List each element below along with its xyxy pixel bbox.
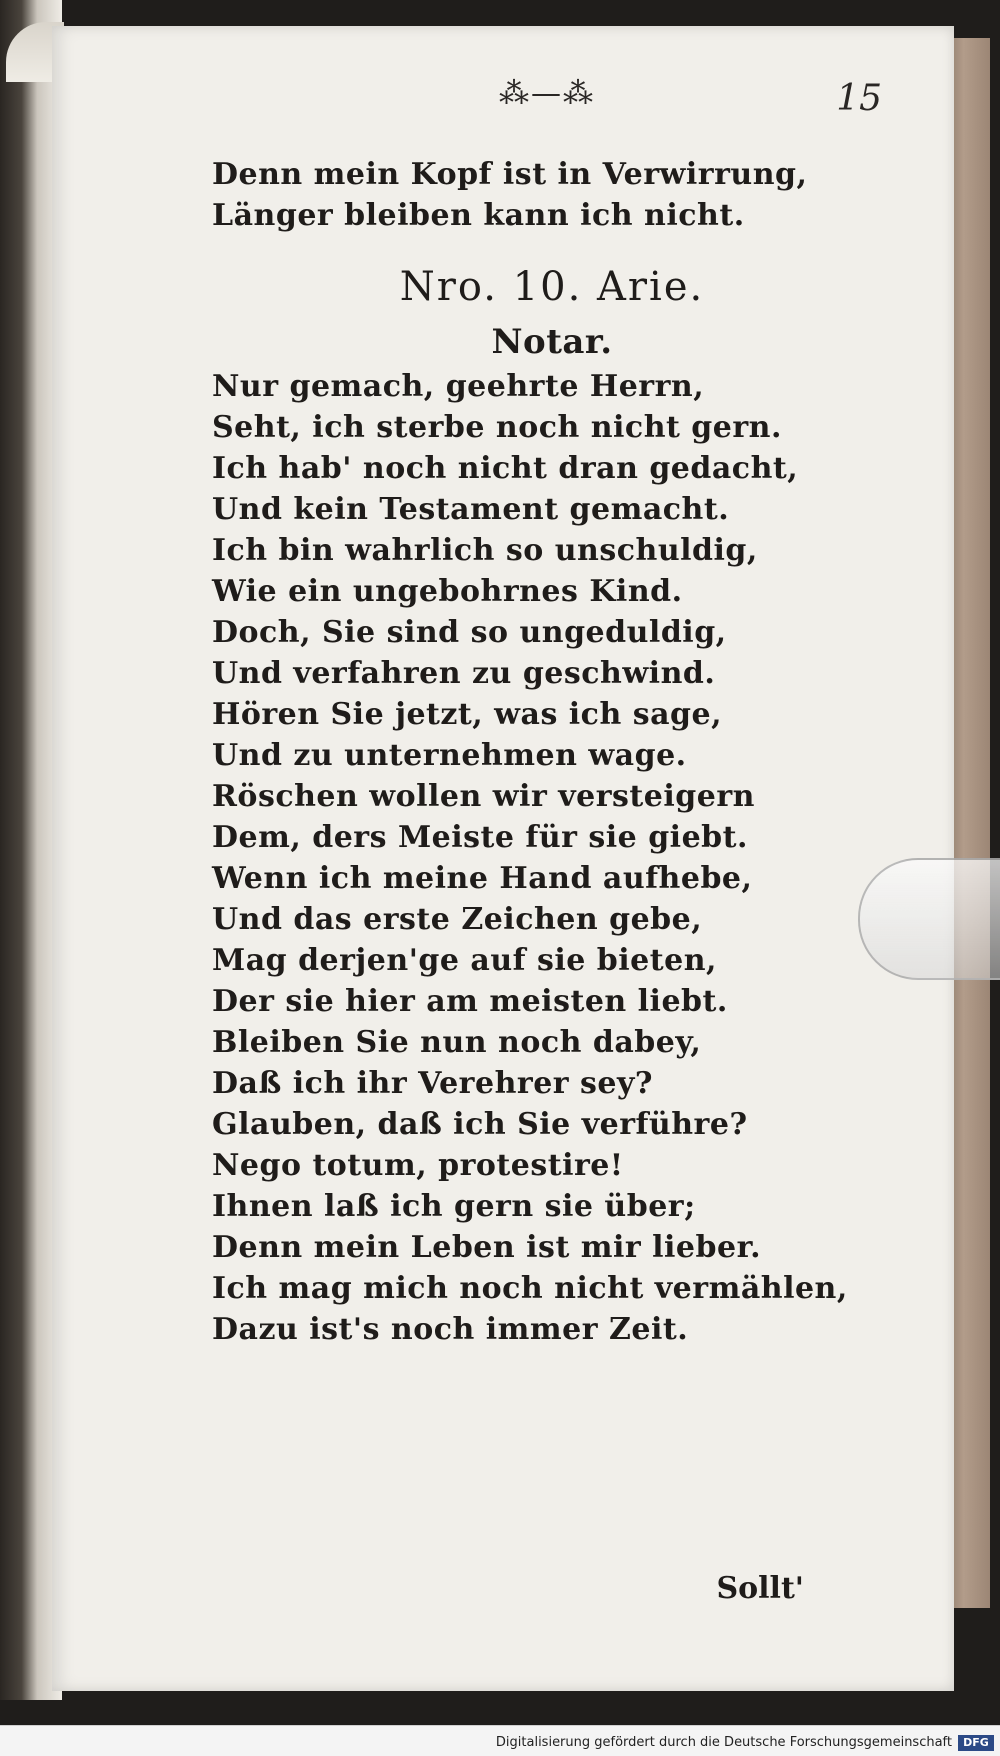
book-page bbox=[52, 26, 954, 1691]
verse-line: Und zu unternehmen wage. bbox=[212, 738, 687, 773]
verse-line: Dem, ders Meiste für sie giebt. bbox=[212, 820, 748, 855]
footer-bar bbox=[0, 1725, 1000, 1756]
verse-line: Seht, ich sterbe noch nicht gern. bbox=[212, 410, 782, 445]
verse-line: Und kein Testament gemacht. bbox=[212, 492, 730, 527]
text-line: Denn mein Kopf ist in Verwirrung, bbox=[212, 157, 808, 192]
verse-line: Nego totum, protestire! bbox=[212, 1148, 624, 1183]
catchword: Sollt' bbox=[716, 1571, 804, 1606]
verse-line: Ich bin wahrlich so unschuldig, bbox=[212, 533, 758, 568]
verse-line: Denn mein Leben ist mir lieber. bbox=[212, 1230, 762, 1265]
speaker-name: Notar. bbox=[491, 322, 613, 362]
verse-line: Doch, Sie sind so ungeduldig, bbox=[212, 615, 727, 650]
verse-line: Wie ein ungebohrnes Kind. bbox=[212, 574, 683, 609]
header-ornament: ⁂—⁂ bbox=[499, 76, 595, 111]
verse-line: Wenn ich meine Hand aufhebe, bbox=[212, 861, 753, 896]
verse-line: Röschen wollen wir versteigern bbox=[212, 779, 755, 814]
verse-line: Der sie hier am meisten liebt. bbox=[212, 984, 728, 1019]
verse-line: Ich hab' noch nicht dran gedacht, bbox=[212, 451, 799, 486]
text-line: Länger bleiben kann ich nicht. bbox=[212, 198, 745, 233]
verse-line: Und verfahren zu geschwind. bbox=[212, 656, 716, 691]
page-clip bbox=[858, 858, 1000, 980]
aria-heading: Nro. 10. Arie. bbox=[399, 264, 705, 310]
verse-line: Und das erste Zeichen gebe, bbox=[212, 902, 703, 937]
verse-line: Hören Sie jetzt, was ich sage, bbox=[212, 697, 723, 732]
page-text bbox=[212, 154, 892, 1350]
verse-line: Nur gemach, geehrte Herrn, bbox=[212, 369, 705, 404]
verse-line: Mag derjen'ge auf sie bieten, bbox=[212, 943, 717, 978]
verse-line: Daß ich ihr Verehrer sey? bbox=[212, 1066, 654, 1101]
verse-line: Dazu ist's noch immer Zeit. bbox=[212, 1312, 689, 1347]
funding-credit: Digitalisierung gefördert durch die Deutsche Forschungsgemeinschaft bbox=[495, 1735, 952, 1750]
verse-line: Ich mag mich noch nicht vermählen, bbox=[212, 1271, 848, 1306]
verse-line: Ihnen laß ich gern sie über; bbox=[212, 1189, 696, 1224]
verse-line: Bleiben Sie nun noch dabey, bbox=[212, 1025, 702, 1060]
page-number: 15 bbox=[836, 78, 882, 119]
verse-line: Glauben, daß ich Sie verführe? bbox=[212, 1107, 748, 1142]
dfg-logo: DFG bbox=[958, 1735, 994, 1751]
